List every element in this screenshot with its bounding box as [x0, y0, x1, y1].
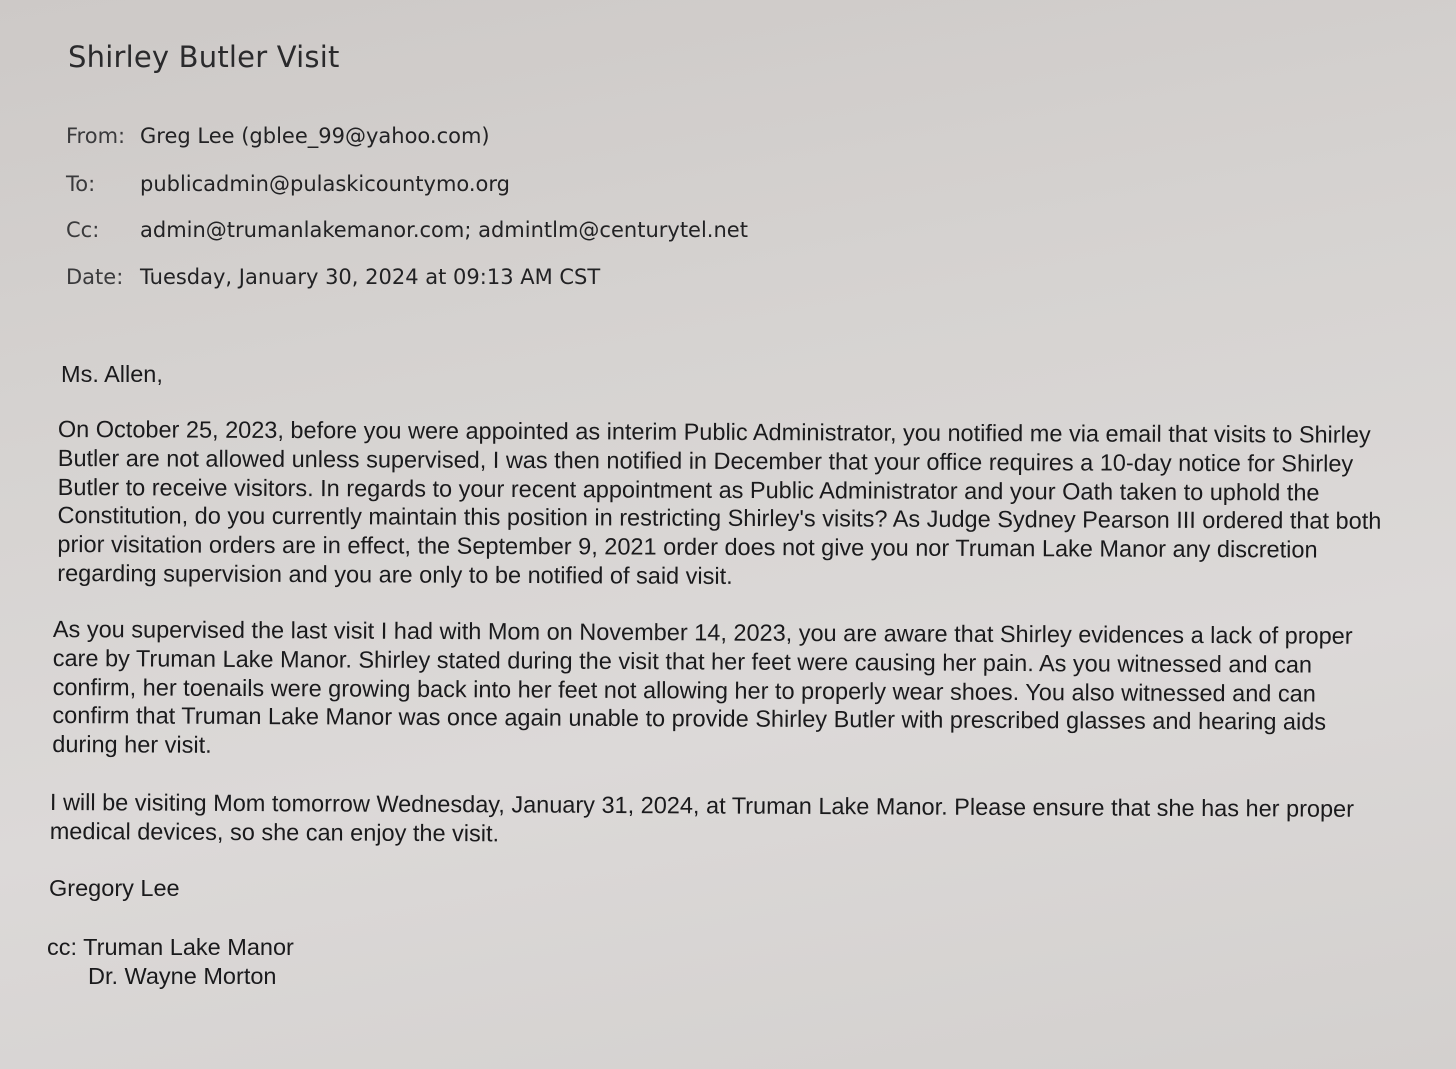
signature: Gregory Lee — [49, 875, 180, 901]
cc-recipient-2: Dr. Wayne Morton — [88, 963, 277, 989]
date-row — [66, 265, 600, 289]
paragraph-2-line: confirm, her toenails were growing back into her feet not allowing her to properly wear shoes. You also witnessed and can — [52, 673, 1316, 707]
email-subject: Shirley Butler Visit — [68, 40, 340, 74]
salutation: Ms. Allen, — [61, 361, 163, 387]
paragraph-3-line: I will be visiting Mom tomorrow Wednesday, January 31, 2024, at Truman Lake Manor. Please ensure that she has her proper — [49, 789, 1355, 822]
paragraph-3-line: medical devices, so she can enjoy the visit. — [49, 817, 500, 847]
from-row — [66, 124, 490, 148]
paragraph-2-line: care by Truman Lake Manor. Shirley stated during the visit that her feet were causing her pain. As you witnessed and can — [52, 644, 1313, 678]
from-label: From: — [66, 124, 126, 148]
paragraph-1-line: Butler are not allowed unless supervised, I was then notified in December that your office requires a 10-day notice for Shirley — [57, 444, 1354, 477]
paragraph-1-line: prior visitation orders are in effect, the September 9, 2021 order does not give you nor Truman Lake Manor any discretion — [57, 531, 1318, 563]
to-row — [66, 172, 510, 196]
paragraph-2-line: As you supervised the last visit I had with Mom on November 14, 2023, you are aware that Shirley evidences a lack of proper — [52, 616, 1353, 649]
paragraph-1-line: Butler to receive visitors. In regards to your recent appointment as Public Administrator and your Oath taken to uphold the — [57, 473, 1320, 506]
paragraph-2-line: confirm that Truman Lake Manor was once again unable to provide Shirley Butler with prescribed glasses and hearing aids — [52, 702, 1327, 736]
paragraph-1 — [57, 415, 1382, 594]
paragraph-1-line: regarding supervision and you are only to be notified of said visit. — [57, 559, 733, 589]
paragraph-3 — [50, 788, 1354, 852]
date-value: Tuesday, January 30, 2024 at 09:13 AM CST — [140, 265, 601, 289]
to-value: publicadmin@pulaskicountymo.org — [140, 172, 510, 196]
cc-recipient-1: cc: Truman Lake Manor — [47, 934, 294, 960]
cc-row — [66, 218, 748, 242]
paragraph-2-line: during her visit. — [52, 731, 212, 759]
date-label: Date: — [66, 265, 124, 289]
paragraph-1-line: On October 25, 2023, before you were appointed as interim Public Administrator, you notified me via email that visits to Shirley — [57, 416, 1371, 448]
cc-label: Cc: — [66, 218, 100, 242]
paragraph-1-line: Constitution, do you currently maintain this position in restricting Shirley's visits? As Judge Sydney Pearson III ordered that both — [57, 502, 1382, 535]
paragraph-2 — [52, 615, 1352, 766]
from-value: Greg Lee (gblee_99@yahoo.com) — [140, 124, 490, 148]
to-label: To: — [66, 172, 96, 196]
cc-value: admin@trumanlakemanor.com; admintlm@centurytel.net — [140, 218, 748, 242]
